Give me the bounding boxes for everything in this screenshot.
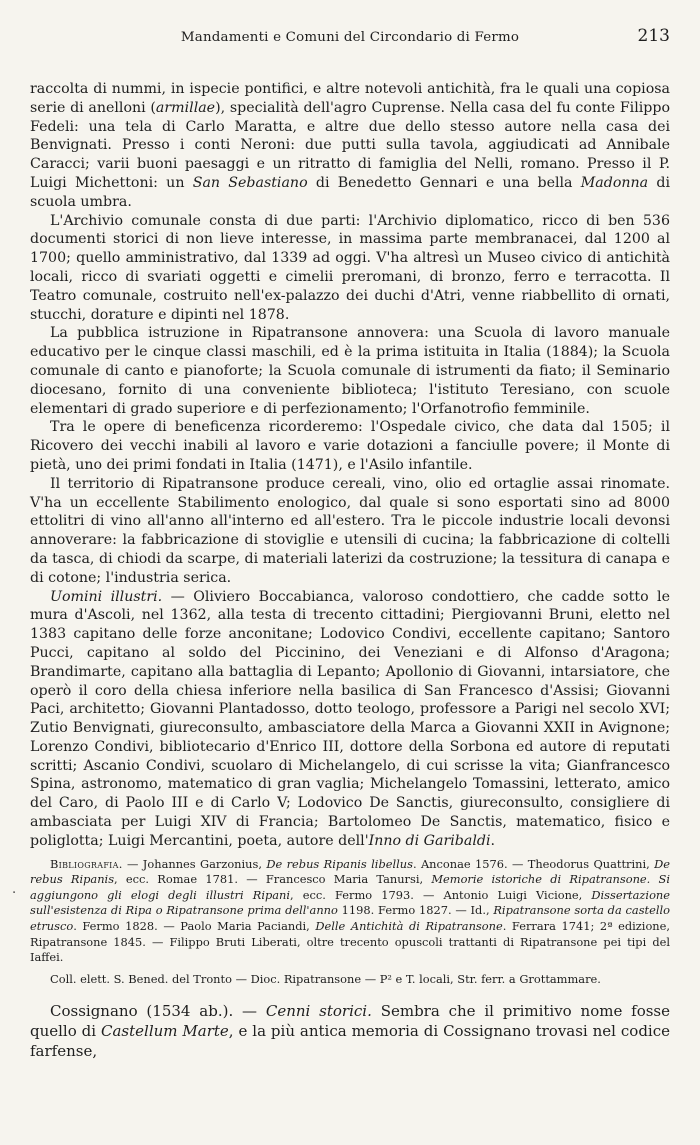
margin-mark: . — [12, 882, 17, 897]
bibliography-text — [30, 857, 670, 966]
text-run: . Anconae 1576. — Theodorus Quattrini, — [412, 856, 655, 871]
bibliography — [30, 857, 670, 966]
book-title: Delle Antichità di Ripatransone — [315, 919, 503, 934]
book-title: Ripatransone sorta da castello etrusco — [30, 903, 670, 934]
paragraph-raccolta — [30, 80, 670, 212]
text-run: — Johannes Garzonius, — [122, 856, 267, 871]
paragraph-archivio: L'Archivio comunale consta di due parti: l'Archivio diplomatico, ricco di ben 536 documenti storici di non lieve interesse, in massima parte membranacei, dal 1200 al 1700; quello amministrativo, dal 1339 ad oggi. V'ha altresì un Museo civico di antichità locali, ricco di svariati oggetti e cimelii preromani, di bronzo, ferro e terracotta. Il Teatro comunale, costruito nell'ex-palazzo dei duchi d'Atri, venne riabbellito di ornati, stucchi, dorature e dipinti nel 1878. — [30, 212, 670, 323]
entry-cossignano — [30, 1001, 670, 1061]
italic-place-name: Castellum Marte — [101, 1022, 229, 1041]
paragraph-beneficenza: Tra le opere di beneficenza ricorderemo: l'Ospedale civico, che data dal 1505; il Ricovero dei vecchi inabili al lavoro e varie dotazioni a fanciulle povere; il Monte di pietà, uno dei primi fondati in Italia (1471), e l'Asilo infantile. — [30, 419, 670, 473]
section-label: Cenni storici. — [265, 1002, 372, 1021]
text-run: , ecc. Romae 1781. — Francesco Maria Tanursi, — [114, 872, 432, 887]
text-run: , ecc. Fermo 1793. — Antonio Luigi Vicione, — [290, 887, 592, 902]
book-title: De rebus Ripanis — [30, 856, 670, 887]
italic-artwork-title: Madonna — [580, 174, 649, 191]
paragraph-istruzione: La pubblica istruzione in Ripatransone annovera: una Scuola di lavoro manuale educativo per le cinque classi maschili, ed è la prima istituita in Italia (1884); la Scuola comunale di canto e pianoforte; la Scuola comunale di istrumenti da fiato; il Seminario diocesano, fornito di una conveniente biblioteca; l'istituto Teresiano, con scuole elementari di grado superiore e di perfezionamento; l'Orfanotrofio femminile. — [30, 325, 670, 417]
text-run: 1198. Fermo 1827. — Id., — [337, 903, 494, 918]
italic-artwork-title: San Sebastiano — [192, 174, 308, 191]
text-run: , e la più antica memoria di Cossignano trovasi nel codice farfense, — [30, 1022, 670, 1061]
book-title: Memorie istoriche di Ripatransone. Si aggiungono gli elogi degli illustri Ripani — [30, 872, 670, 902]
text-run: di scuola umbra. — [30, 174, 670, 210]
book-title: De rebus Ripanis libellus — [266, 856, 413, 871]
text-run: . — [490, 832, 495, 849]
text-run: . Ferrara 1741; 2ª edizione, Ripatransone 1845. — Filippo Bruti Liberati, oltre trecento opuscoli trattanti di Ripatransone pei tipi del Iaffei. — [30, 919, 670, 965]
text-run: . Fermo 1828. — Paolo Maria Paciandi, — [73, 919, 316, 934]
collegio-text: Coll. elett. S. Bened. del Tronto — Dioc. Ripatransone — P² e T. locali, Str. ferr. a Grottammare. — [50, 971, 601, 986]
main-text — [30, 80, 670, 1061]
italic-work-title: Inno di Garibaldi — [368, 832, 491, 849]
bibliography-label: Bibliografia. — [50, 856, 123, 871]
text-run: raccolta di nummi, in ispecie pontifici, e altre notevoli antichità, fra le quali una copiosa serie di anelloni ( — [30, 81, 670, 116]
page-number: 213 — [637, 26, 670, 46]
section-label: Uomini illustri. — [50, 588, 163, 605]
page-header — [30, 26, 670, 50]
entry-heading: Cossignano — [50, 1002, 138, 1021]
paragraph-territorio: Il territorio di Ripatransone produce cereali, vino, olio ed ortaglie assai rinomate. V'ha un eccellente Stabilimento enologico, dal quale si sono esportati sino ad 8000 ettolitri di vino all'anno all'interno ed all'estero. Tra le piccole industrie locali devonsi annoverare: la fabbricazione di stoviglie e utensili di cucina; la fabbricazione di coltelli da tasca, di chiodi da scarpe, di materiali laterizi da costruzione; la tessitura di canapa e di cotone; l'industria serica. — [30, 475, 670, 586]
text-run: — Oliviero Boccabianca, valoroso condottiero, che cadde sotto le mura d'Ascoli, nel 1362, alla testa di trecento cittadini; Piergiovanni Bruni, eletto nel 1383 capitano delle forze anconitane; Lodovico Condivi, eccellente capitano; Santoro Pucci, capitano al soldo del Piccinino, dei Veneziani e di Alfonso d'Aragona; Brandimarte, capitano alla battaglia di Lepanto; Apollonio di Giovanni, intarsiatore, che operò il coro della chiesa inferiore nella basilica di San Francesco d'Assisi; Giovanni Paci, architetto; Giovanni Plantadosso, dotto teologo, professore a Parigi nel secolo XVI; Zutio Benvignati, giureconsulto, ambasciatore della Marca a Giovanni XXII in Avignone; Lorenzo Condivi, bibliotecario d'Enrico III, dottore della Sorbona ed autore di reputati scritti; Ascanio Condivi, scuolaro di Michelangelo, di cui scrisse la vita; Gianfrancesco Spina, astronomo, matematico di gran vaglia; Michelangelo Tomassini, letterato, amico del Caro, di Paolo III e di Carlo V; Lodovico De Sanctis, giureconsulto, consigliere di ambasciata per Luigi XIV di Francia; Bartolomeo De Sanctis, matematico, fisico e poliglotta; Luigi Mercantini, poeta, autore dell' — [30, 588, 670, 849]
cossignano-text — [30, 1001, 670, 1061]
text-run: (1534 ab.). — — [137, 1002, 266, 1021]
book-title: Dissertazione sull'esistenza di Ripa o Ripatransone prima dell'anno — [30, 887, 671, 918]
italic-term: armillae — [155, 99, 216, 116]
running-head: Mandamenti e Comuni del Circondario di Fermo — [180, 30, 520, 45]
electoral-college-note — [30, 972, 670, 988]
paragraph-uomini-illustri — [30, 588, 670, 851]
text-run: di Benedetto Gennari e una bella — [307, 174, 581, 191]
text-run: ), specialità dell'agro Cuprense. Nella casa del fu conte Filippo Fedeli: una tela di Carlo Maratta, e altre due dello stesso autore nella casa dei Benvignati. Presso i conti Neroni: due putti sulla tavola, aggiudicati ad Annibale Caracci; varii buoni paesaggi e un ritratto di famiglia del Nelli, romano. Presso il P. Luigi Michettoni: un — [30, 99, 670, 191]
text-run: Sembra che il primitivo nome fosse quello di — [30, 1002, 671, 1041]
